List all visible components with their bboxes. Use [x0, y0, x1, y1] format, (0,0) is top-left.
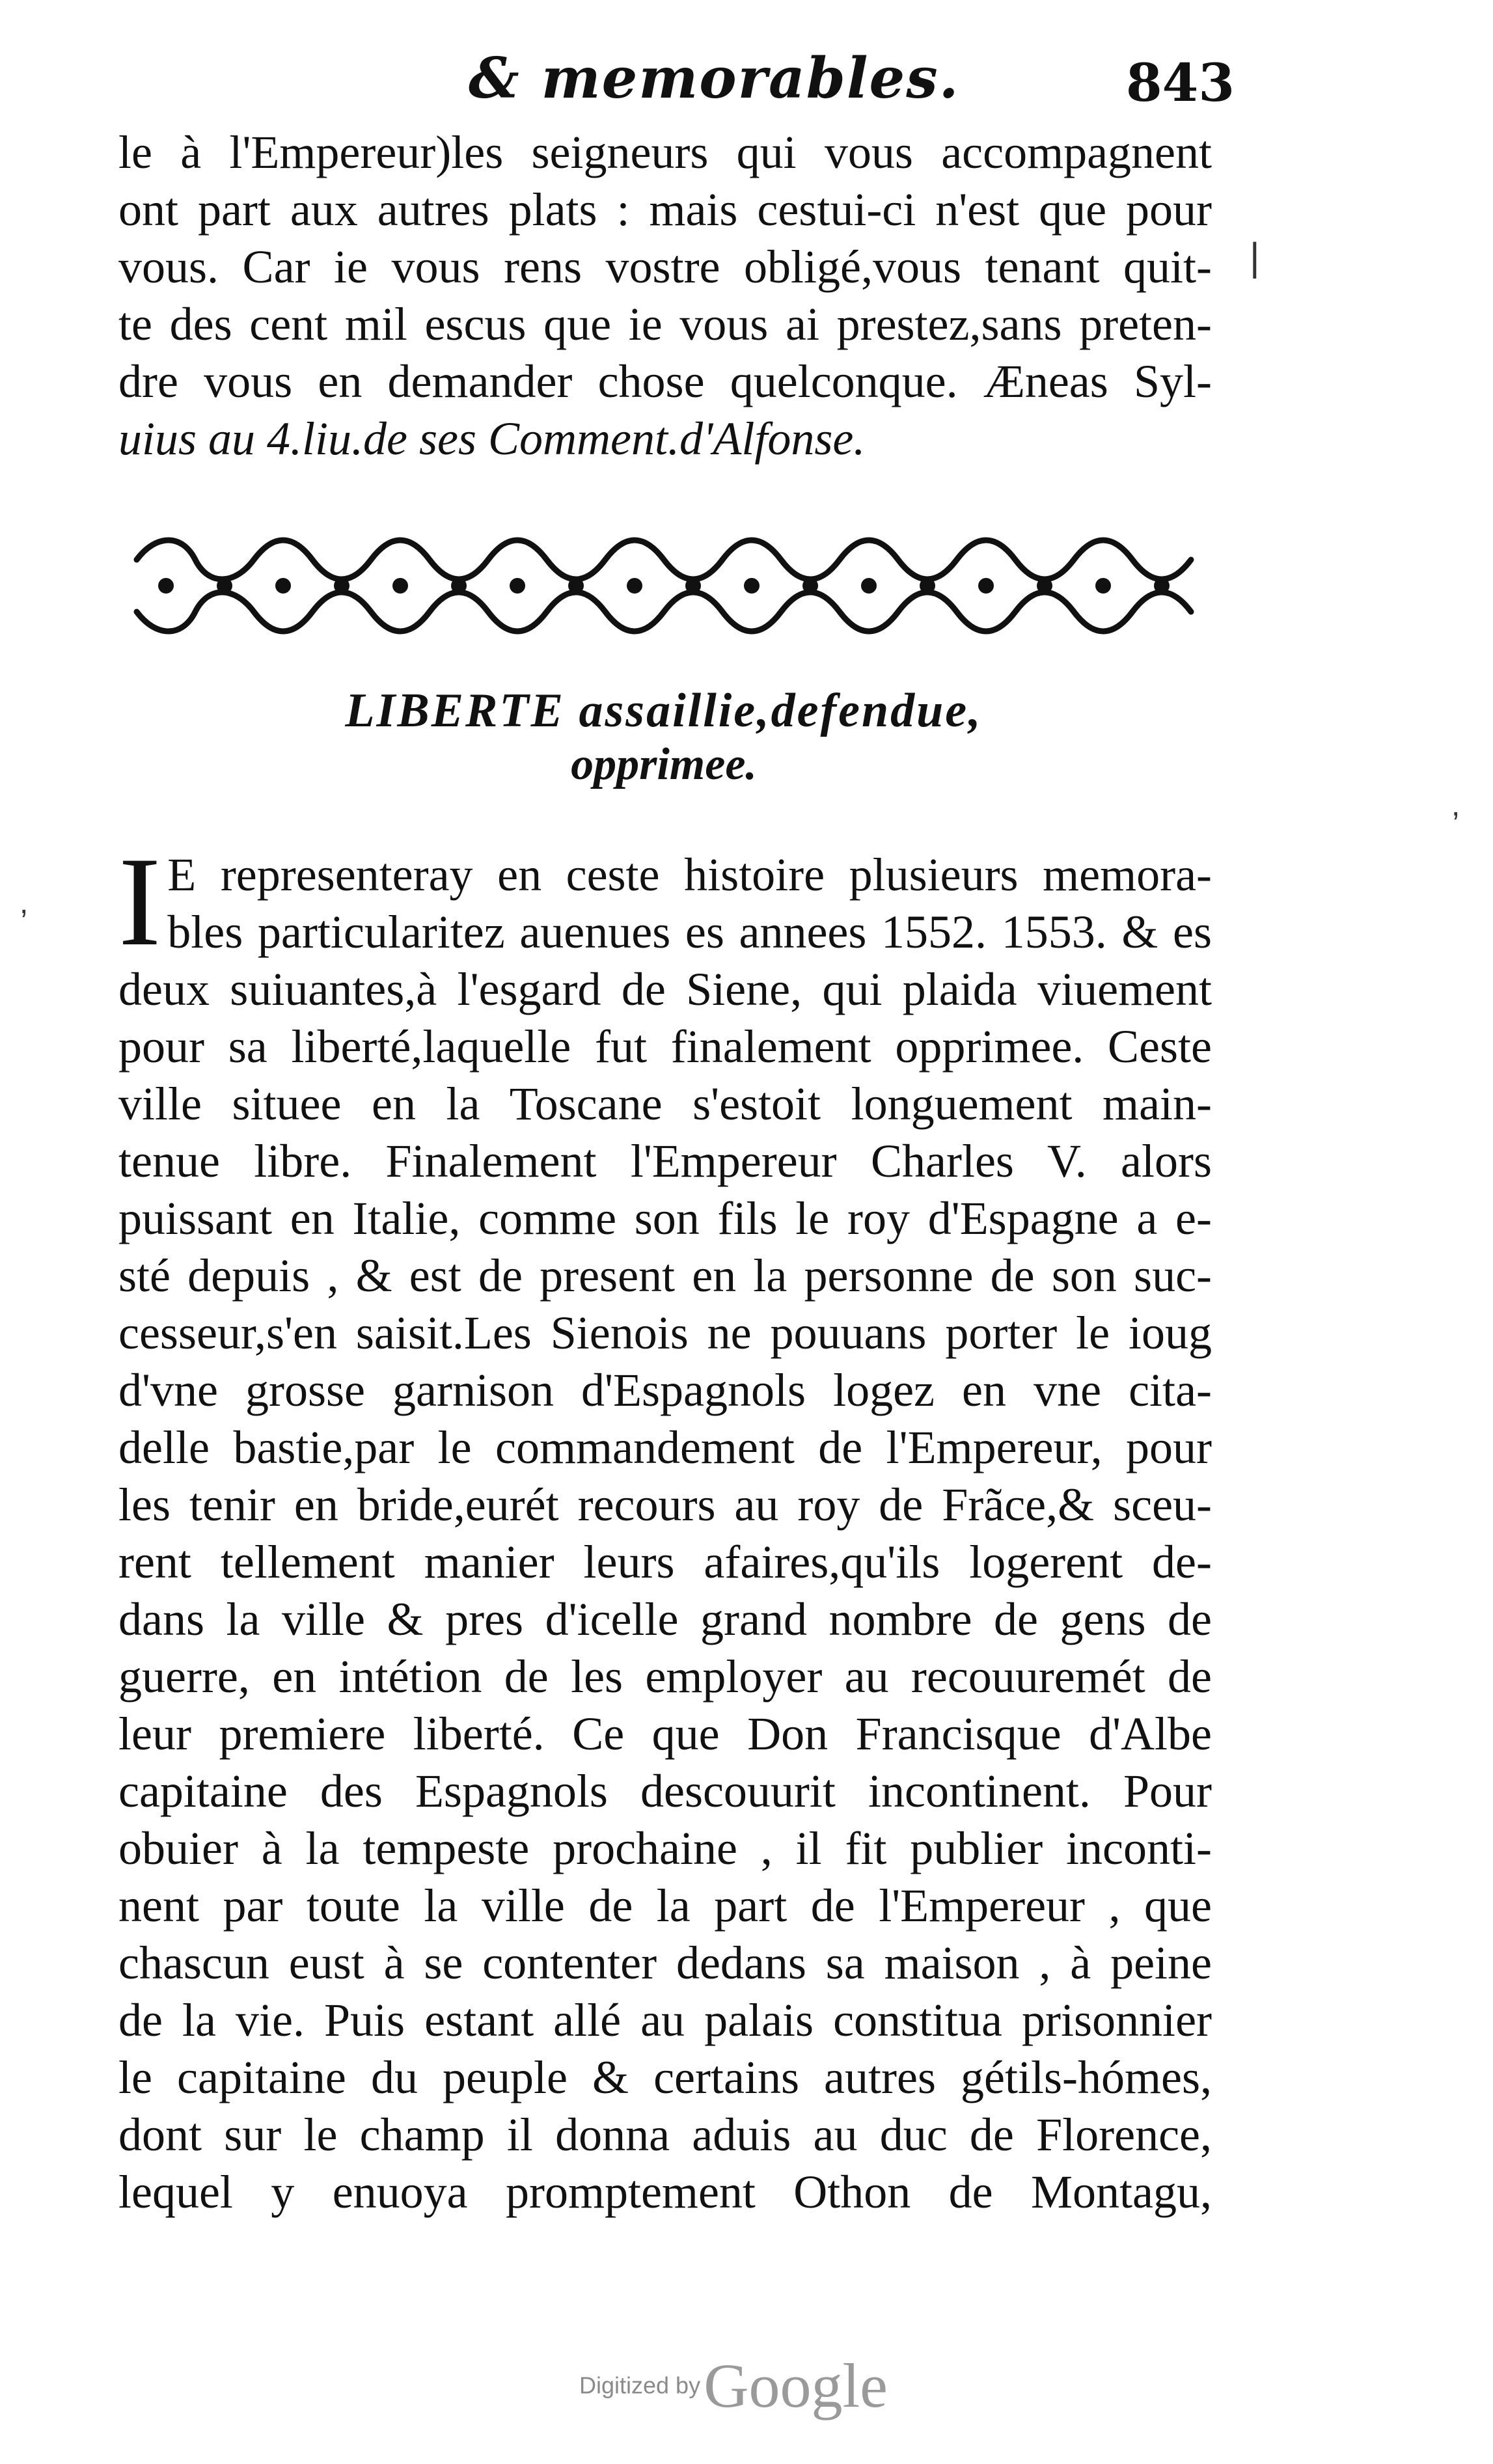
- text-line: dont sur le champ il donna aduis au duc de Florence,: [118, 2109, 1212, 2161]
- text-line: leur premiere liberté. Ce que Don Francisque d'Albe: [118, 1708, 1212, 1760]
- text-line: les tenir en bride,eurét recours au roy de Frãce,& sceu-: [118, 1479, 1212, 1531]
- text-line: puissant en Italie, comme son fils le roy d'Espagne a e-: [118, 1192, 1212, 1244]
- text-line: pour sa liberté,laquelle fut finalement opprimee. Ceste: [118, 1020, 1212, 1073]
- text-line: delle bastie,par le commandement de l'Empereur, pour: [118, 1421, 1212, 1473]
- text-line: dans la ville & pres d'icelle grand nombre de gens de: [118, 1593, 1212, 1645]
- text-line: lequel y enuoya promptement Othon de Montagu,: [118, 2166, 1212, 2218]
- text-line: le à l'Empereur)les seigneurs qui vous accompagnent: [118, 126, 1212, 178]
- source-citation: uius au 4.liu.de ses Comment.d'Alfonse.: [118, 413, 866, 465]
- text-line: dre vous en demander chose quelconque. Æneas Syl-: [118, 355, 1212, 407]
- margin-mark: ,: [1451, 788, 1460, 823]
- running-title: & memorables.: [469, 46, 960, 111]
- text-line: sté depuis , & est de present en la personne de son suc-: [118, 1250, 1212, 1302]
- section-title-continued: opprimee.: [571, 739, 757, 789]
- decorative-ornament-band: [130, 508, 1198, 651]
- drop-capital: I: [118, 831, 161, 972]
- margin-mark: |: [1250, 235, 1260, 279]
- google-wordmark: Google: [704, 2351, 888, 2420]
- text-line: le capitaine du peuple & certains autres gétils-hómes,: [118, 2051, 1212, 2103]
- text-line: d'vne grosse garnison d'Espagnols logez en vne cita-: [118, 1364, 1212, 1416]
- text-line: chascun eust à se contenter dedans sa maison , à peine: [118, 1937, 1212, 1989]
- text-line: rent tellement manier leurs afaires,qu'ils logerent de-: [118, 1536, 1212, 1588]
- page-number: 843: [1126, 52, 1235, 113]
- text-line: nent par toute la ville de la part de l'Empereur , que: [118, 1880, 1212, 1932]
- text-line: ont part aux autres plats : mais cestui-ci n'est que pour: [118, 184, 1212, 236]
- text-line: tenue libre. Finalement l'Empereur Charles V. alors: [118, 1135, 1212, 1187]
- text-line: de la vie. Puis estant allé au palais constitua prisonnier: [118, 1994, 1212, 2046]
- text-line: ville situee en la Toscane s'estoit longuement main-: [118, 1078, 1212, 1130]
- text-line: E representeray en ceste histoire plusieurs memora-: [167, 849, 1212, 901]
- digitized-by-label: Digitized by: [579, 2372, 701, 2399]
- text-line: guerre, en intétion de les employer au recouuremét de: [118, 1650, 1212, 1703]
- continuation-paragraph: [118, 124, 1212, 467]
- text-line: vous. Car ie vous rens vostre obligé,vous tenant quit-: [118, 241, 1212, 293]
- digitization-watermark: [579, 2349, 888, 2422]
- text-line: deux suiuantes,à l'esgard de Siene, qui plaida viuement: [118, 963, 1212, 1015]
- text-line: te des cent mil escus que ie vous ai prestez,sans preten-: [118, 298, 1212, 350]
- text-line: obuier à la tempeste prochaine , il fit publier inconti-: [118, 1822, 1212, 1874]
- main-paragraph: [118, 831, 1212, 2221]
- text-line: cesseur,s'en saisit.Les Sienois ne pouuans porter le ioug: [118, 1307, 1212, 1359]
- section-title: LIBERTE assaillie,defendue,: [345, 684, 983, 737]
- text-line: capitaine des Espagnols descouurit incontinent. Pour: [118, 1765, 1212, 1817]
- text-line: bles particularitez auenues es annees 1552. 1553. & es: [167, 906, 1212, 958]
- margin-mark: ,: [20, 886, 29, 920]
